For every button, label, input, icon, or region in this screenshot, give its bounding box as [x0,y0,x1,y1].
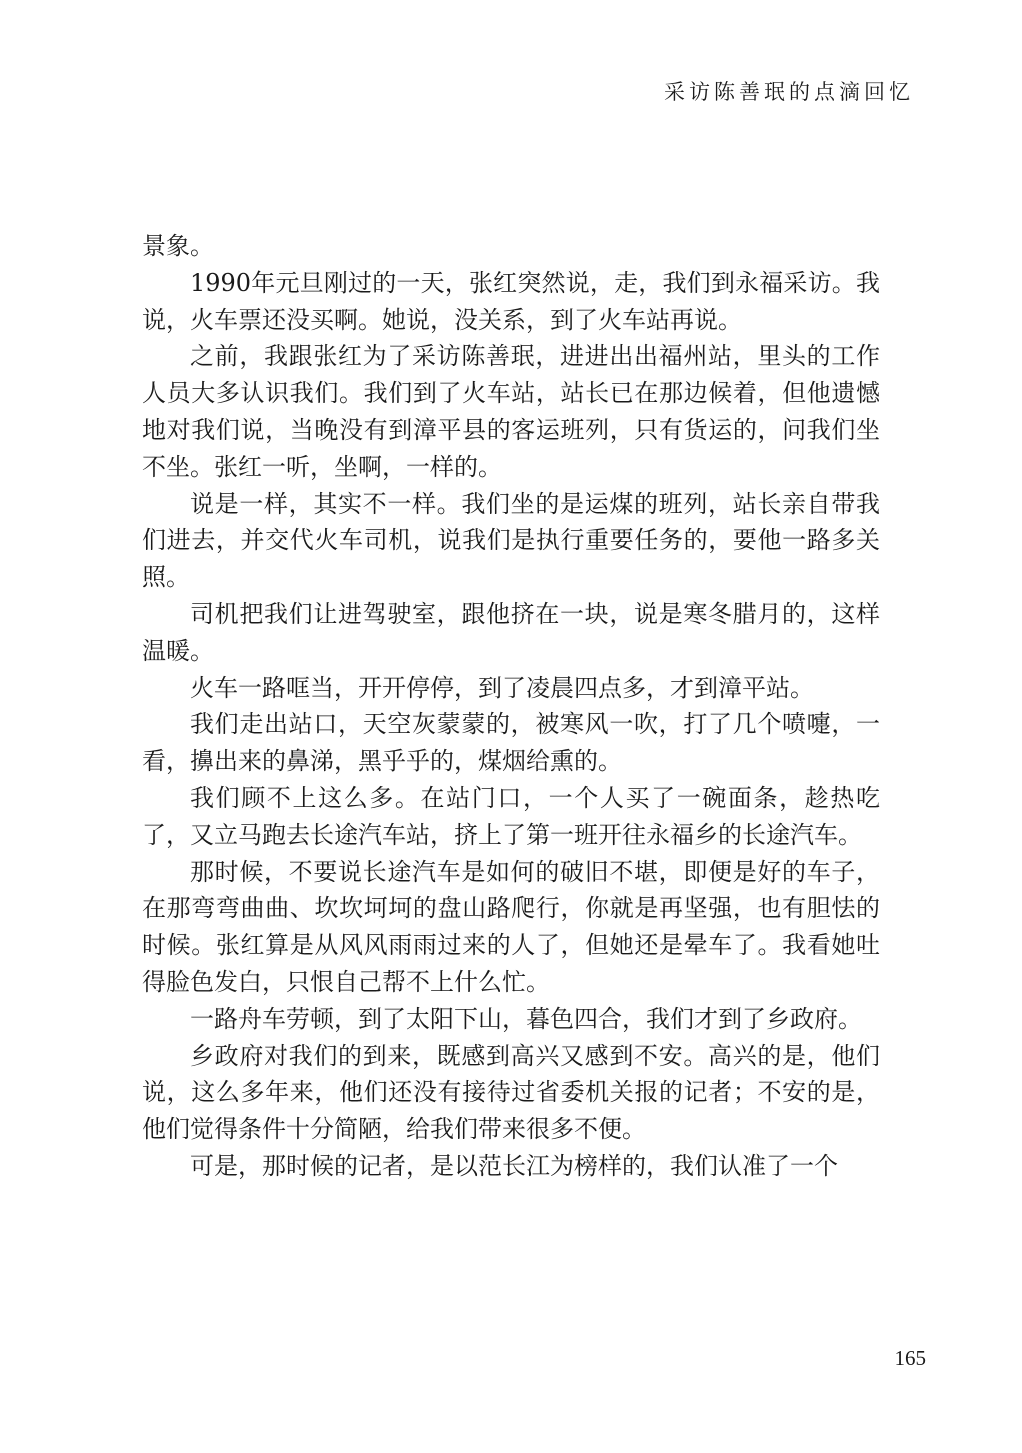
paragraph: 火车一路哐当，开开停停，到了凌晨四点多，才到漳平站。 [190,673,814,702]
paragraph: 说是一样，其实不一样。我们坐的是运煤的班列，站长亲自带我们进去，并交代火车司机，说我们是执行重要任务的，要他一路多关照。 [142,489,880,592]
paragraph: 司机把我们让进驾驶室，跟他挤在一块，说是寒冬腊月的，这样温暖。 [142,599,880,665]
paragraph: 我们顾不上这么多。在站门口，一个人买了一碗面条，趁热吃了，又立马跑去长途汽车站，挤上了第一班开往永福乡的长途汽车。 [142,783,880,849]
page-number: 165 [894,1346,926,1370]
paragraph: 那时候，不要说长途汽车是如何的破旧不堪，即便是好的车子，在那弯弯曲曲、坎坎坷坷的盘山路爬行，你就是再坚强，也有胆怯的时候。张红算是从风风雨雨过来的人了，但她还是晕车了。我看她吐得脸色发白，只恨自己帮不上什么忙。 [142,857,880,996]
paragraph: 乡政府对我们的到来，既感到高兴又感到不安。高兴的是，他们说，这么多年来，他们还没有接待过省委机关报的记者；不安的是，他们觉得条件十分简陋，给我们带来很多不便。 [142,1041,880,1144]
paragraph: 之前，我跟张红为了采访陈善珉，进进出出福州站，里头的工作人员大多认识我们。我们到了火车站，站长已在那边候着，但他遗憾地对我们说，当晚没有到漳平县的客运班列，只有货运的，问我们坐不坐。张红一听，坐啊，一样的。 [142,342,880,481]
running-header: 采访陈善珉的点滴回忆 [664,80,914,104]
paragraph: 一路舟车劳顿，到了太阳下山，暮色四合，我们才到了乡政府。 [190,1004,862,1033]
paragraph: 我们走出站口，天空灰蒙蒙的，被寒风一吹，打了几个喷嚏，一看，擤出来的鼻涕，黑乎乎的，煤烟给熏的。 [142,710,880,776]
body-text [142,228,880,1185]
paragraph: 可是，那时候的记者，是以范长江为榜样的，我们认准了一个 [190,1151,838,1180]
paragraph: 景象。 [142,232,214,260]
paragraph: 1990年元旦刚过的一天，张红突然说，走，我们到永福采访。我说，火车票还没买啊。她说，没关系，到了火车站再说。 [142,268,880,334]
